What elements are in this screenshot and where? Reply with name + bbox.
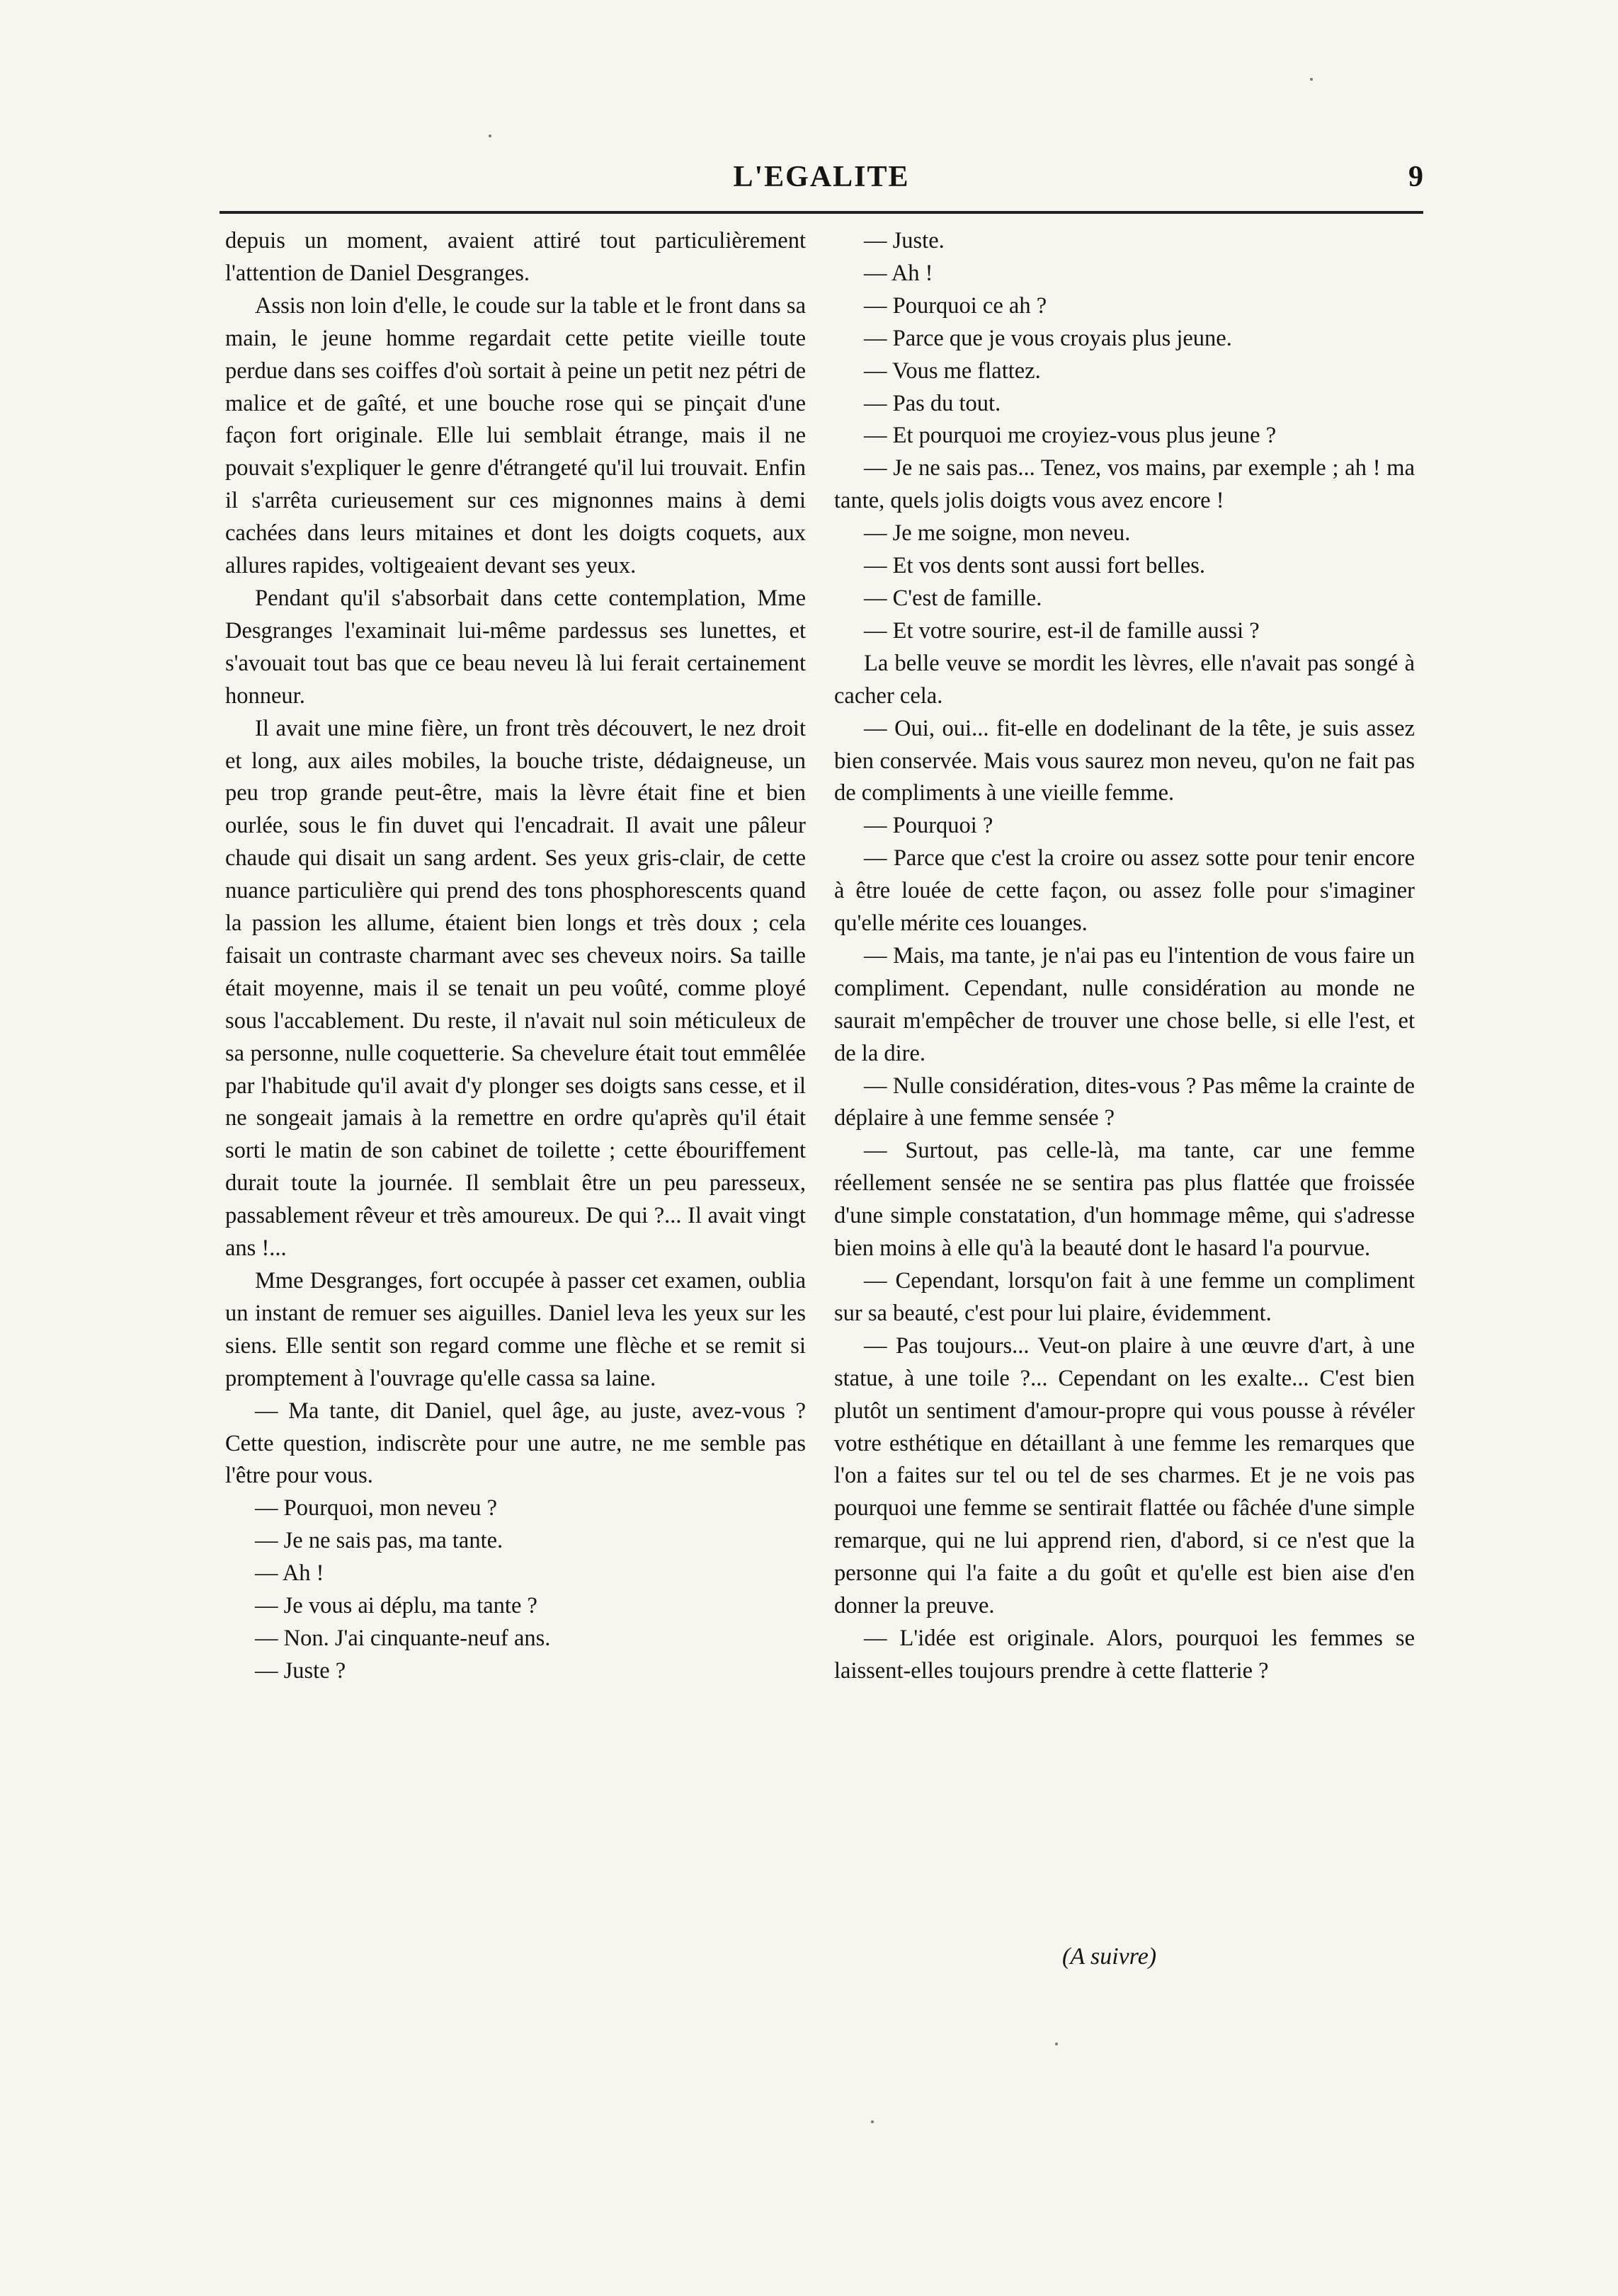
print-speck	[1055, 2043, 1058, 2045]
dialogue-line: — Parce que c'est la croire ou assez sotte pour tenir encore à être louée de cette façon, ou assez folle pour s'imaginer qu'elle mérite ces louanges.	[834, 845, 1415, 937]
dialogue-line: — Ma tante, dit Daniel, quel âge, au juste, avez-vous ? Cette question, indiscrète pour une autre, ne me semble pas l'être pour vous.	[225, 1398, 806, 1489]
page-header	[220, 149, 1423, 205]
paragraph: Pendant qu'il s'absorbait dans cette contemplation, Mme Desgranges l'examinait lui-même pardessus ses lunettes, et s'avouait tout bas que ce beau neveu là lui ferait certainement honneur.	[225, 585, 806, 709]
dialogue-line: — Et votre sourire, est-il de famille aussi ?	[864, 617, 1260, 644]
dialogue-line: — Je me soigne, mon neveu.	[864, 520, 1131, 547]
dialogue-line: — Et vos dents sont aussi fort belles.	[864, 553, 1206, 579]
dialogue-line: — Surtout, pas celle-là, ma tante, car une femme réellement sensée ne se sentira pas plus flattée que froissée d'une simple constatation, d'un hommage même, qui s'adresse bien moins à elle qu'à la beauté dont le hasard l'a pourvue.	[834, 1138, 1415, 1262]
dialogue-line: — L'idée est originale. Alors, pourquoi les femmes se laissent-elles toujours prendre à cette flatterie ?	[834, 1625, 1415, 1684]
dialogue-line: — Pourquoi ce ah ?	[864, 292, 1047, 319]
continued-notice: (A suivre)	[1062, 1943, 1157, 1970]
dialogue-line: — Et pourquoi me croyiez-vous plus jeune ?	[864, 423, 1277, 449]
dialogue-line: — Mais, ma tante, je n'ai pas eu l'intention de vous faire un compliment. Cependant, nulle considération au monde ne saurait m'empêcher de trouver une chose belle, si elle l'est, et de la dire.	[834, 942, 1415, 1066]
dialogue-line: — Je vous ai déplu, ma tante ?	[255, 1593, 537, 1619]
print-speck	[489, 135, 491, 137]
dialogue-line: — Oui, oui... fit-elle en dodelinant de la tête, je suis assez bien conservée. Mais vous saurez mon neveu, qu'on ne fait pas de compliments à une vieille femme.	[834, 715, 1415, 806]
right-column	[834, 225, 1415, 1688]
dialogue-line: — Juste ?	[255, 1657, 346, 1684]
dialogue-line: — Pourquoi, mon neveu ?	[255, 1495, 498, 1521]
dialogue-line: — Juste.	[864, 228, 945, 253]
left-column	[225, 225, 806, 1688]
header-rule	[220, 211, 1423, 214]
dialogue-line: — Je ne sais pas... Tenez, vos mains, par exemple ; ah ! ma tante, quels jolis doigts vous avez encore !	[834, 455, 1415, 514]
dialogue-line: — Non. J'ai cinquante-neuf ans.	[255, 1625, 551, 1651]
dialogue-line: — Parce que je vous croyais plus jeune.	[864, 325, 1232, 351]
dialogue-line: — Pas toujours... Veut-on plaire à une œuvre d'art, à une statue, à une toile ?... Cependant on les exalte... C'est bien plutôt un sentiment d'amour-propre qui vous pousse à révéler votre esthétique en détaillant à une femme les remarques que l'on a faites sur tel ou tel de ses charmes. Et je ne vois pas pourquoi une femme se sentirait flattée ou fâchée d'une simple remarque, qui ne lui apprend rien, d'abord, si ce n'est que la personne qui l'a faite a du goût et qu'elle est bien aise d'en donner la preuve.	[834, 1332, 1415, 1619]
dialogue-line: — Pourquoi ?	[864, 813, 993, 839]
paragraph: Assis non loin d'elle, le coude sur la table et le front dans sa main, le jeune homme regardait cette petite vieille toute perdue dans ses coiffes d'où sortait à peine un petit nez pétri de malice et de gaîté, et une bouche rose qui se pinçait d'une façon fort originale. Elle lui semblait étrange, mais il ne pouvait s'expliquer le genre d'étrangeté qu'il lui trouvait. Enfin il s'arrêta curieusement sur ces mignonnes mains à demi cachées dans leurs mitaines et dont les doigts coquets, aux allures rapides, voltigeaient devant ses yeux.	[225, 292, 806, 579]
dialogue-line: — Cependant, lorsqu'on fait à une femme un compliment sur sa beauté, c'est pour lui plaire, évidemment.	[834, 1268, 1415, 1326]
dialogue-line: — Pas du tout.	[864, 390, 1001, 416]
paragraph: Mme Desgranges, fort occupée à passer cet examen, oublia un instant de remuer ses aiguilles. Daniel leva les yeux sur les siens. Elle sentit son regard comme une flèche et se remit si promptement à l'ouvrage qu'elle cassa sa laine.	[225, 1268, 806, 1391]
running-title: L'EGALITE	[733, 161, 910, 193]
dialogue-line: — Je ne sais pas, ma tante.	[255, 1528, 503, 1554]
continued-paragraph: depuis un moment, avaient attiré tout particulièrement l'attention de Daniel Desgranges.	[225, 228, 806, 286]
dialogue-line: — Vous me flattez.	[864, 358, 1041, 384]
print-speck	[871, 2120, 874, 2123]
dialogue-line: — Ah !	[255, 1560, 324, 1587]
dialogue-line: — C'est de famille.	[864, 585, 1042, 611]
print-speck	[1310, 78, 1313, 81]
paragraph: La belle veuve se mordit les lèvres, elle n'avait pas songé à cacher cela.	[834, 650, 1415, 709]
paragraph: Il avait une mine fière, un front très découvert, le nez droit et long, aux ailes mobiles, la bouche triste, dédaigneuse, un peu trop grande peut-être, mais la lèvre était fine et bien ourlée, sous le fin duvet qui l'encadrait. Il avait une pâleur chaude qui disait un sang ardent. Ses yeux gris-clair, de cette nuance particulière qui prend des tons phosphorescents quand la passion les allume, étaient bien longs et très doux ; cela faisait un contraste charmant avec ses cheveux noirs. Sa taille était moyenne, mais il se tenait un peu voûté, comme ployé sous l'accablement. Du reste, il n'avait nul soin méticuleux de sa personne, nulle coquetterie. Sa chevelure était tout emmêlée par l'habitude qu'il avait d'y plonger ses doigts sans cesse, et il ne songeait jamais à la remettre en ordre qu'après qu'il était sorti le matin de son cabinet de toilette ; cette ébouriffement durait toute la journée. Il semblait être un peu paresseux, passablement rêveur et très amoureux. De qui ?... Il avait vingt ans !...	[225, 715, 806, 1262]
dialogue-line: — Nulle considération, dites-vous ? Pas même la crainte de déplaire à une femme sensée ?	[834, 1073, 1415, 1131]
dialogue-line: — Ah !	[864, 260, 933, 286]
page-number: 9	[1408, 161, 1423, 193]
